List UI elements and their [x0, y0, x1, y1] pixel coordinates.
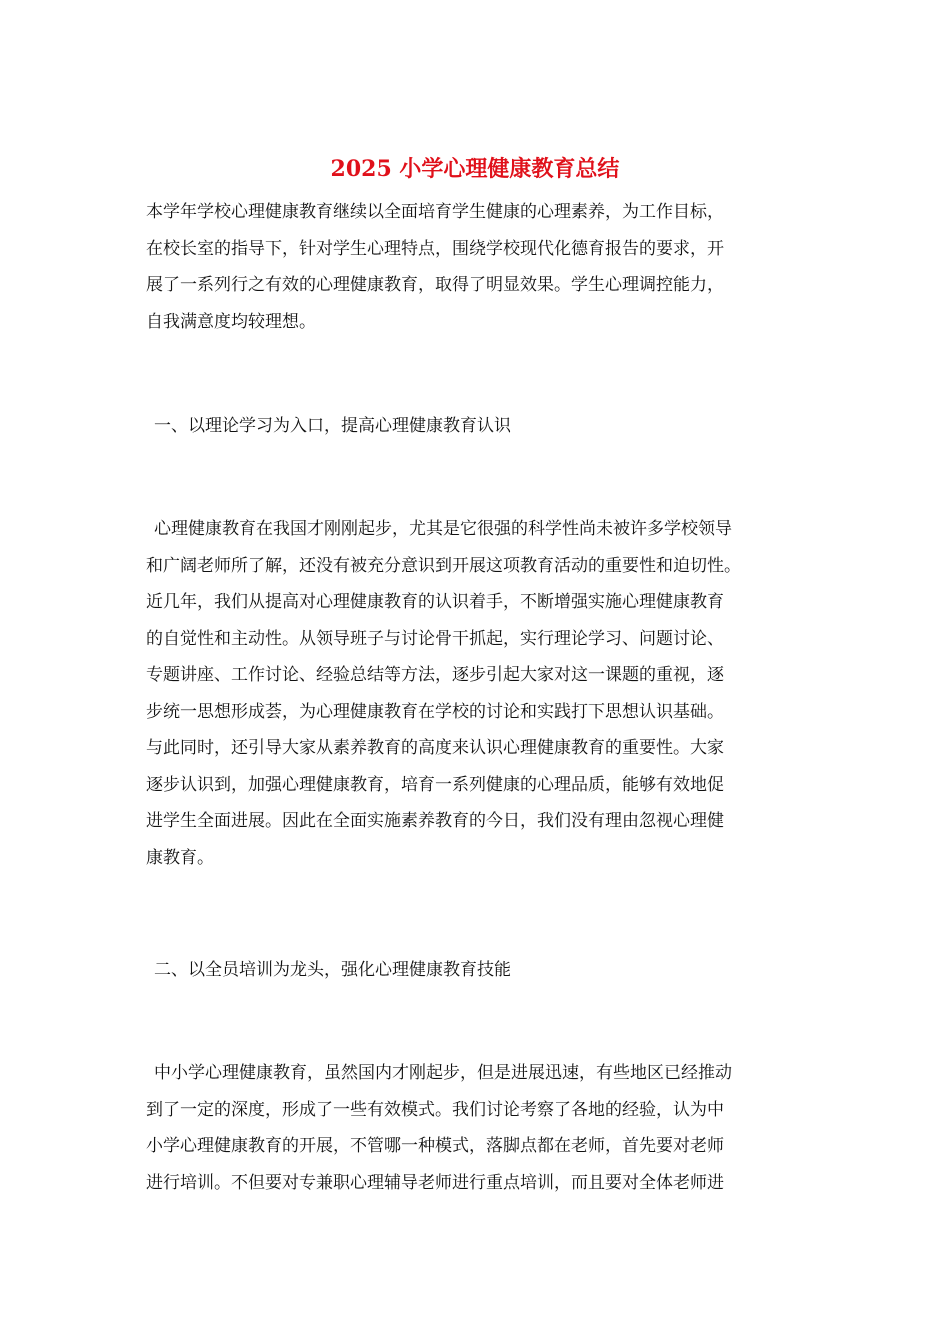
section2-paragraph	[146, 1055, 812, 1201]
paragraph-line: 在校长室的指导下，针对学生心理特点，围绕学校现代化德育报告的要求，开	[146, 238, 724, 259]
paragraph-line: 康教育。	[146, 847, 214, 868]
section-heading-2: 二、以全员培训为龙头，强化心理健康教育技能	[154, 960, 511, 980]
paragraph-line: 中小学心理健康教育，虽然国内才刚起步，但是进展迅速，有些地区已经推动	[154, 1063, 732, 1083]
paragraph-line: 自我满意度均较理想。	[146, 311, 316, 332]
paragraph-line: 近几年，我们从提高对心理健康教育的认识着手，不断增强实施心理健康教育	[146, 592, 724, 612]
paragraph-line: 心理健康教育在我国才刚刚起步，尤其是它很强的科学性尚未被许多学校领导	[154, 519, 732, 539]
paragraph-line: 展了一系列行之有效的心理健康教育，取得了明显效果。学生心理调控能力，	[146, 275, 724, 295]
intro-paragraph	[146, 194, 812, 340]
paragraph-line: 与此同时，还引导大家从素养教育的高度来认识心理健康教育的重要性。大家	[146, 738, 724, 758]
section-heading-1: 一、以理论学习为入口，提高心理健康教育认识	[154, 416, 511, 436]
paragraph-line: 进学生全面进展。因此在全面实施素养教育的今日，我们没有理由忽视心理健	[146, 811, 724, 831]
paragraph-line: 专题讲座、工作讨论、经验总结等方法，逐步引起大家对这一课题的重视，逐	[146, 665, 724, 685]
paragraph-line: 逐步认识到，加强心理健康教育，培育一系列健康的心理品质，能够有效地促	[146, 774, 724, 795]
paragraph-line: 和广阔老师所了解，还没有被充分意识到开展这项教育活动的重要性和迫切性。	[146, 555, 741, 576]
paragraph-line: 步统一思想形成荟，为心理健康教育在学校的讨论和实践打下思想认识基础。	[146, 701, 724, 722]
paragraph-line: 到了一定的深度，形成了一些有效模式。我们讨论考察了各地的经验，认为中	[146, 1099, 724, 1120]
document-title: 2025 小学心理健康教育总结	[330, 156, 620, 182]
paragraph-line: 本学年学校心理健康教育继续以全面培育学生健康的心理素养，为工作目标，	[146, 202, 724, 222]
paragraph-line: 进行培训。不但要对专兼职心理辅导老师进行重点培训，而且要对全体老师进	[146, 1172, 724, 1193]
paragraph-line: 小学心理健康教育的开展，不管哪一种模式，落脚点都在老师，首先要对老师	[146, 1136, 724, 1156]
section1-paragraph	[146, 511, 812, 876]
paragraph-line: 的自觉性和主动性。从领导班子与讨论骨干抓起，实行理论学习、问题讨论、	[146, 628, 724, 649]
